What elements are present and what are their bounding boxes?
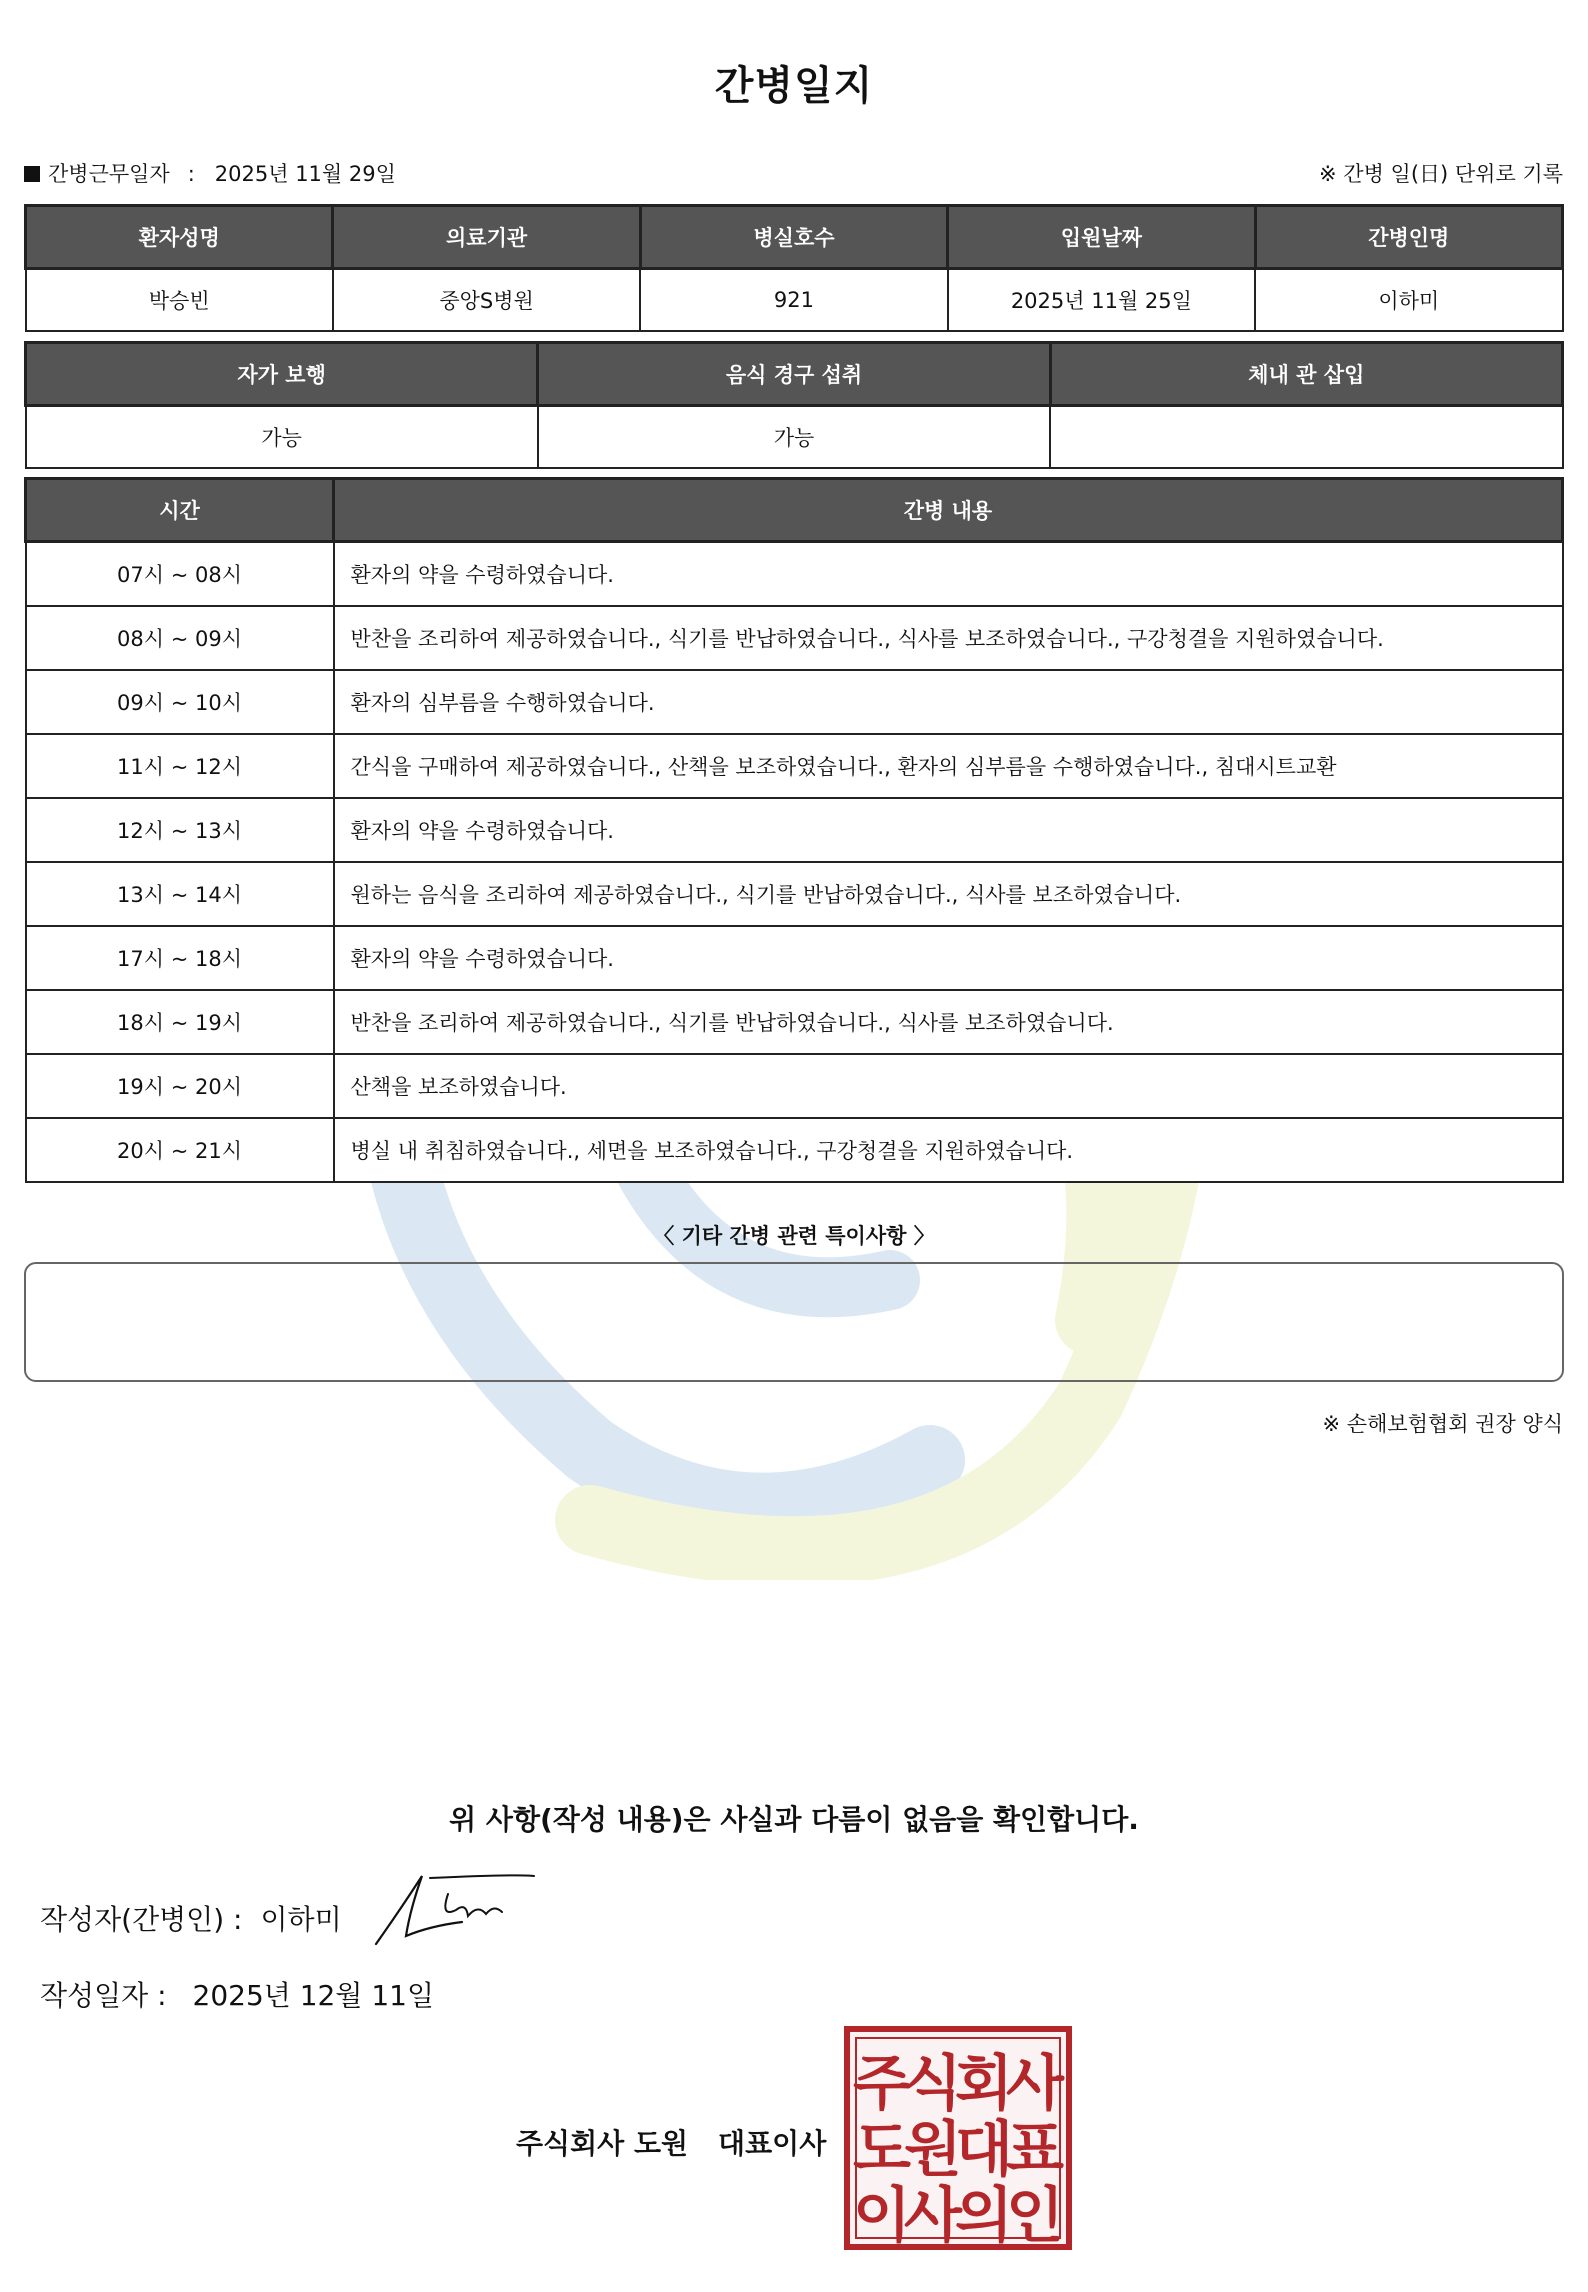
table-row xyxy=(26,926,1563,990)
oral-intake-value: 가능 xyxy=(538,406,1050,469)
header-caregiver-name: 간병인명 xyxy=(1255,206,1562,269)
header-admission-date: 입원날짜 xyxy=(948,206,1255,269)
page-title: 간병일지 xyxy=(714,63,874,109)
log-content: 반찬을 조리하여 제공하였습니다., 식기를 반납하였습니다., 식사를 보조하였습니다., 구강청결을 지원하였습니다. xyxy=(334,606,1563,670)
special-notes-title: 〈 기타 간병 관련 특이사항 〉 xyxy=(653,1224,935,1248)
header-oral-intake: 음식 경구 섭취 xyxy=(538,343,1050,406)
written-date-value: 2025년 12월 11일 xyxy=(192,1979,434,2012)
seal-character: 주 xyxy=(853,2049,911,2119)
room-number: 921 xyxy=(640,269,947,332)
table-row xyxy=(26,862,1563,926)
representative-title: 대표이사 xyxy=(718,2127,827,2160)
log-content: 환자의 약을 수령하였습니다. xyxy=(334,542,1563,607)
seal-character: 회 xyxy=(955,2049,1013,2119)
log-content: 병실 내 취침하였습니다., 세면을 보조하였습니다., 구강청결을 지원하였습니다. xyxy=(334,1118,1563,1182)
seal-character: 사 xyxy=(1006,2049,1064,2119)
header-tube-insertion: 체내 관 삽입 xyxy=(1050,343,1562,406)
log-time: 18시 ~ 19시 xyxy=(26,990,334,1054)
work-date-line xyxy=(24,158,396,188)
log-time: 19시 ~ 20시 xyxy=(26,1054,334,1118)
table-row xyxy=(26,1054,1563,1118)
seal-character: 식 xyxy=(904,2049,962,2119)
log-time: 09시 ~ 10시 xyxy=(26,670,334,734)
table-row xyxy=(26,798,1563,862)
handwritten-signature xyxy=(370,1870,540,1950)
caregiver-name: 이하미 xyxy=(1255,269,1562,332)
log-time: 13시 ~ 14시 xyxy=(26,862,334,926)
log-time: 20시 ~ 21시 xyxy=(26,1118,334,1182)
log-time: 07시 ~ 08시 xyxy=(26,542,334,607)
work-date-label: 간병근무일자 xyxy=(48,162,170,186)
table-row xyxy=(26,734,1563,798)
header-time: 시간 xyxy=(26,479,334,542)
seal-character: 도 xyxy=(853,2115,911,2185)
work-date-colon: : xyxy=(187,162,195,186)
confirmation-statement: 위 사항(작성 내용)은 사실과 다름이 없음을 확인합니다. xyxy=(449,1803,1139,1836)
seal-character: 인 xyxy=(1006,2181,1064,2250)
work-date-value: 2025년 11월 29일 xyxy=(214,162,396,186)
written-date-label: 작성일자 : xyxy=(40,1979,167,2012)
care-log-table xyxy=(24,477,1564,1183)
writer-name: 이하미 xyxy=(260,1903,342,1936)
table-row xyxy=(26,542,1563,607)
seal-character: 이 xyxy=(853,2181,911,2250)
log-content: 간식을 구매하여 제공하였습니다., 산책을 보조하였습니다., 환자의 심부름을 수행하였습니다., 침대시트교환 xyxy=(334,734,1563,798)
table-row xyxy=(26,990,1563,1054)
unit-note: ※ 간병 일(日) 단위로 기록 xyxy=(1319,162,1563,186)
admission-date: 2025년 11월 25일 xyxy=(948,269,1255,332)
seal-character: 원 xyxy=(904,2115,962,2185)
written-date-line xyxy=(40,1974,434,2014)
log-content: 원하는 음식을 조리하여 제공하였습니다., 식기를 반납하였습니다., 식사를 보조하였습니다. xyxy=(334,862,1563,926)
log-content: 환자의 약을 수령하였습니다. xyxy=(334,798,1563,862)
header-room-number: 병실호수 xyxy=(640,206,947,269)
self-walking-value: 가능 xyxy=(26,406,538,469)
special-notes-box xyxy=(24,1262,1564,1382)
hospital-name: 중앙S병원 xyxy=(333,269,640,332)
header-hospital: 의료기관 xyxy=(333,206,640,269)
table-row xyxy=(26,670,1563,734)
company-seal-stamp xyxy=(844,2026,1072,2250)
log-time: 11시 ~ 12시 xyxy=(26,734,334,798)
tube-insertion-value xyxy=(1050,406,1562,469)
patient-name: 박승빈 xyxy=(26,269,333,332)
seal-character: 의 xyxy=(955,2181,1013,2250)
log-time: 17시 ~ 18시 xyxy=(26,926,334,990)
patient-status-table xyxy=(24,341,1564,469)
header-patient-name: 환자성명 xyxy=(26,206,333,269)
header-self-walking: 자가 보행 xyxy=(26,343,538,406)
log-time: 08시 ~ 09시 xyxy=(26,606,334,670)
insurance-association-note: ※ 손해보험협회 권장 양식 xyxy=(1322,1412,1563,1436)
company-name: 주식회사 도원 xyxy=(516,2127,689,2160)
patient-info-table xyxy=(24,204,1564,332)
writer-line xyxy=(40,1898,342,1938)
log-content: 환자의 심부름을 수행하였습니다. xyxy=(334,670,1563,734)
square-bullet-icon xyxy=(24,166,40,182)
header-care-content: 간병 내용 xyxy=(334,479,1563,542)
seal-character: 대 xyxy=(955,2115,1013,2185)
writer-label: 작성자(간병인) : xyxy=(40,1903,243,1936)
seal-character: 사 xyxy=(904,2181,962,2250)
table-row xyxy=(26,606,1563,670)
log-content: 반찬을 조리하여 제공하였습니다., 식기를 반납하였습니다., 식사를 보조하였습니다. xyxy=(334,990,1563,1054)
company-signature-line xyxy=(516,2122,826,2162)
seal-character: 표 xyxy=(1006,2115,1064,2185)
table-row xyxy=(26,1118,1563,1182)
log-content: 산책을 보조하였습니다. xyxy=(334,1054,1563,1118)
log-content: 환자의 약을 수령하였습니다. xyxy=(334,926,1563,990)
log-time: 12시 ~ 13시 xyxy=(26,798,334,862)
